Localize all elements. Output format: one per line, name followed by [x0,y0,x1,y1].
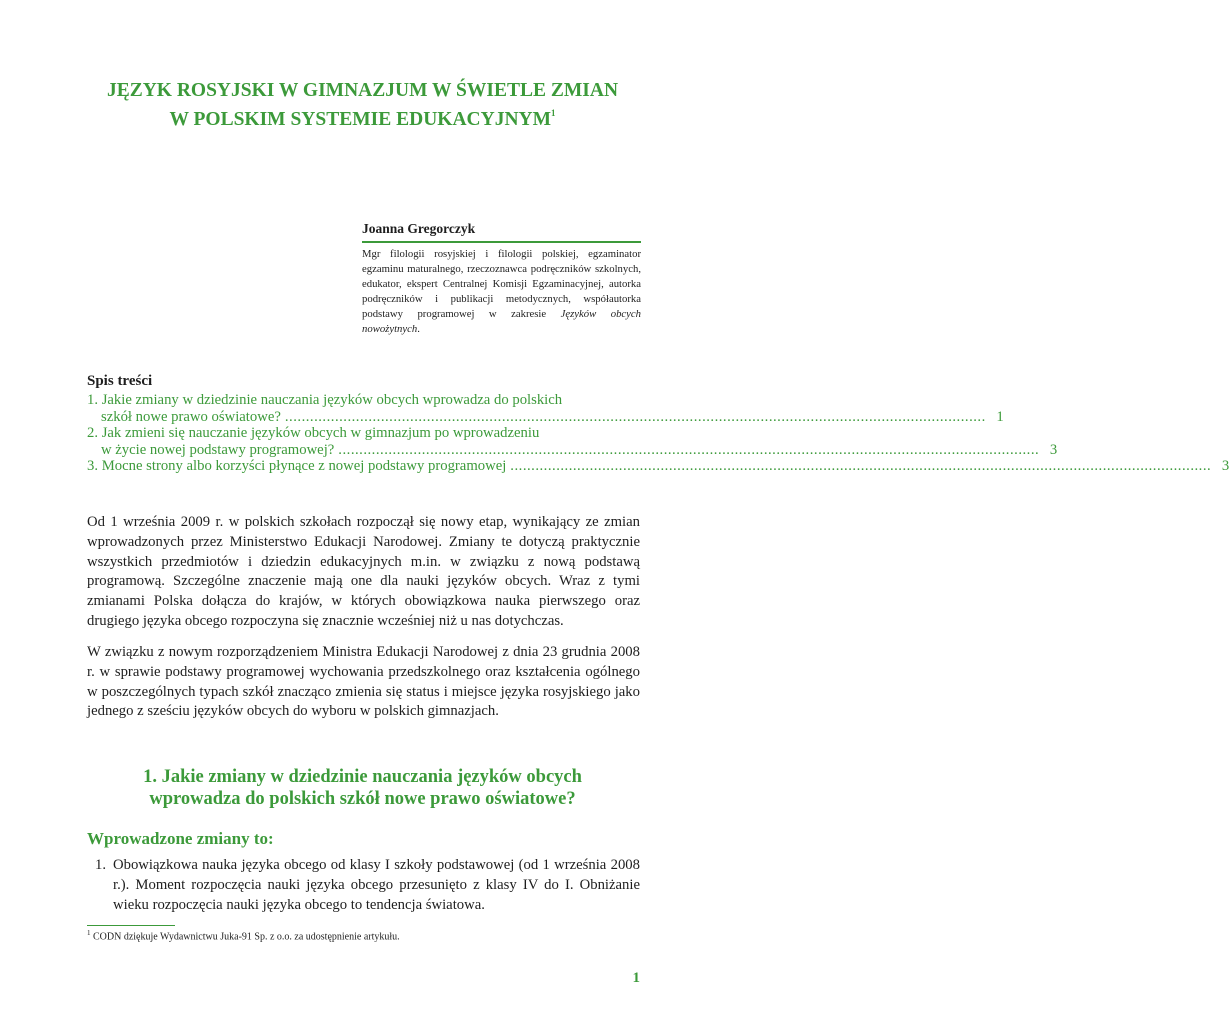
toc-entry-1[interactable] [87,392,1004,425]
toc-entry-2-line-1: 2. Jak zmieni się nauczanie języków obcych w gimnazjum po wprowadzeniu [87,425,540,441]
footnote-mark: 1 [87,929,91,937]
author-bio [362,247,641,337]
article-title [60,80,665,131]
title-line-2: W POLSKIM SYSTEMIE EDUKACYJNYM [169,109,552,130]
section-1-heading-line-2: wprowadza do polskich szkół nowe prawo oświatowe? [149,789,576,809]
section-1-subheading: Wprowadzone zmiany to: [87,829,274,848]
footnote [87,929,400,942]
toc-entry-1-line-2: szkół nowe prawo oświatowe? [101,408,281,425]
toc-leader-dots: ........................................................................................................................................................................ [338,441,1040,458]
changes-list [95,856,640,915]
author-block [362,221,641,337]
author-bio-text: Mgr filologii rosyjskiej i filologii polskiej, egzaminator egzaminu maturalnego, rzeczoznawca podręczników szkolnych, edukator, ekspert Centralnej Komisji Egzaminacyjnej, autorka podręczników i publikacji metodycznych, współautorka podstawy programowej w zakresie [362,248,641,320]
toc-entry-2-line-2: w życie nowej podstawy programowej? [101,441,335,458]
footnote-text: CODN dziękuje Wydawnictwu Juka-91 Sp. z o.o. za udostępnienie artykułu. [90,931,400,943]
section-1-heading [70,766,655,810]
toc-entry-2[interactable] [87,425,1058,458]
list-item-text: Obowiązkowa nauka języka obcego od klasy I szkoły podstawowej (od 1 września 2008 r.). Moment rozpoczęcia nauki języka obcego przesunięto z klasy IV do I. Obniżanie wieku rozpoczęcia nauki języka obcego to tendencja światowa. [113,857,640,913]
title-footnote-mark: 1 [551,108,556,118]
body-paragraph-1: Od 1 września 2009 r. w polskich szkołach rozpoczął się nowy etap, wynikający ze zmian wprowadzonych przez Ministerstwo Edukacji Narodowej. Zmiany te dotyczą praktycznie wszystkich przedmiotów i dziedzin edukacyjnych m.in. w związku z nową podstawą programową. Szczególne znaczenie mają one dla nauki języków obcych. Wraz z tymi zmianami Polska dołącza do krajów, w których obowiązkowa nauka pierwszego oraz drugiego języka obcego rozpoczyna się znacznie wcześniej niż u nas dotychczas. [87,514,640,629]
author-bio-italic: Języków obcych nowożytnych [362,308,641,335]
page-number: 1 [632,970,640,986]
body-paragraph-2: W związku z nowym rozporządzeniem Ministra Edukacji Narodowej z dnia 23 grudnia 2008 r. w sprawie podstawy programowej wychowania przedszkolnego oraz kształcenia ogólnego w poszczególnych typach szkół znacząco zmienia się status i miejsce języka rosyjskiego jako jednego z sześciu języków obcych do wyboru w polskich gimnazjach. [87,644,640,720]
list-item-number: 1. [95,857,107,873]
toc-entry-3-line-1: 3. Mocne strony albo korzyści płynące z nowej podstawy programowej [87,458,507,474]
toc-entry-3[interactable] [87,458,1229,475]
list-item [95,856,640,915]
toc-heading: Spis treści [87,373,153,389]
toc-entry-1-line-1: 1. Jakie zmiany w dziedzinie nauczania języków obcych wprowadza do polskich [87,392,563,408]
section-1-heading-line-1: 1. Jakie zmiany w dziedzinie nauczania języków obcych [143,767,582,787]
toc-leader-dots: ........................................................................................................................................................................ [510,458,1212,474]
toc-leader-dots: ........................................................................................................................................................................ [284,408,986,425]
author-bio-end: . [417,323,420,335]
title-line-1: JĘZYK ROSYJSKI W GIMNAZJUM W ŚWIETLE ZMIAN [106,80,619,101]
toc-entry-3-page: 3 [1221,458,1229,474]
toc-entry-2-page: 3 [1049,441,1058,458]
table-of-contents [87,372,1229,475]
author-name: Joanna Gregorczyk [362,221,641,243]
toc-entry-1-page: 1 [996,408,1004,425]
footnote-divider [87,925,175,926]
